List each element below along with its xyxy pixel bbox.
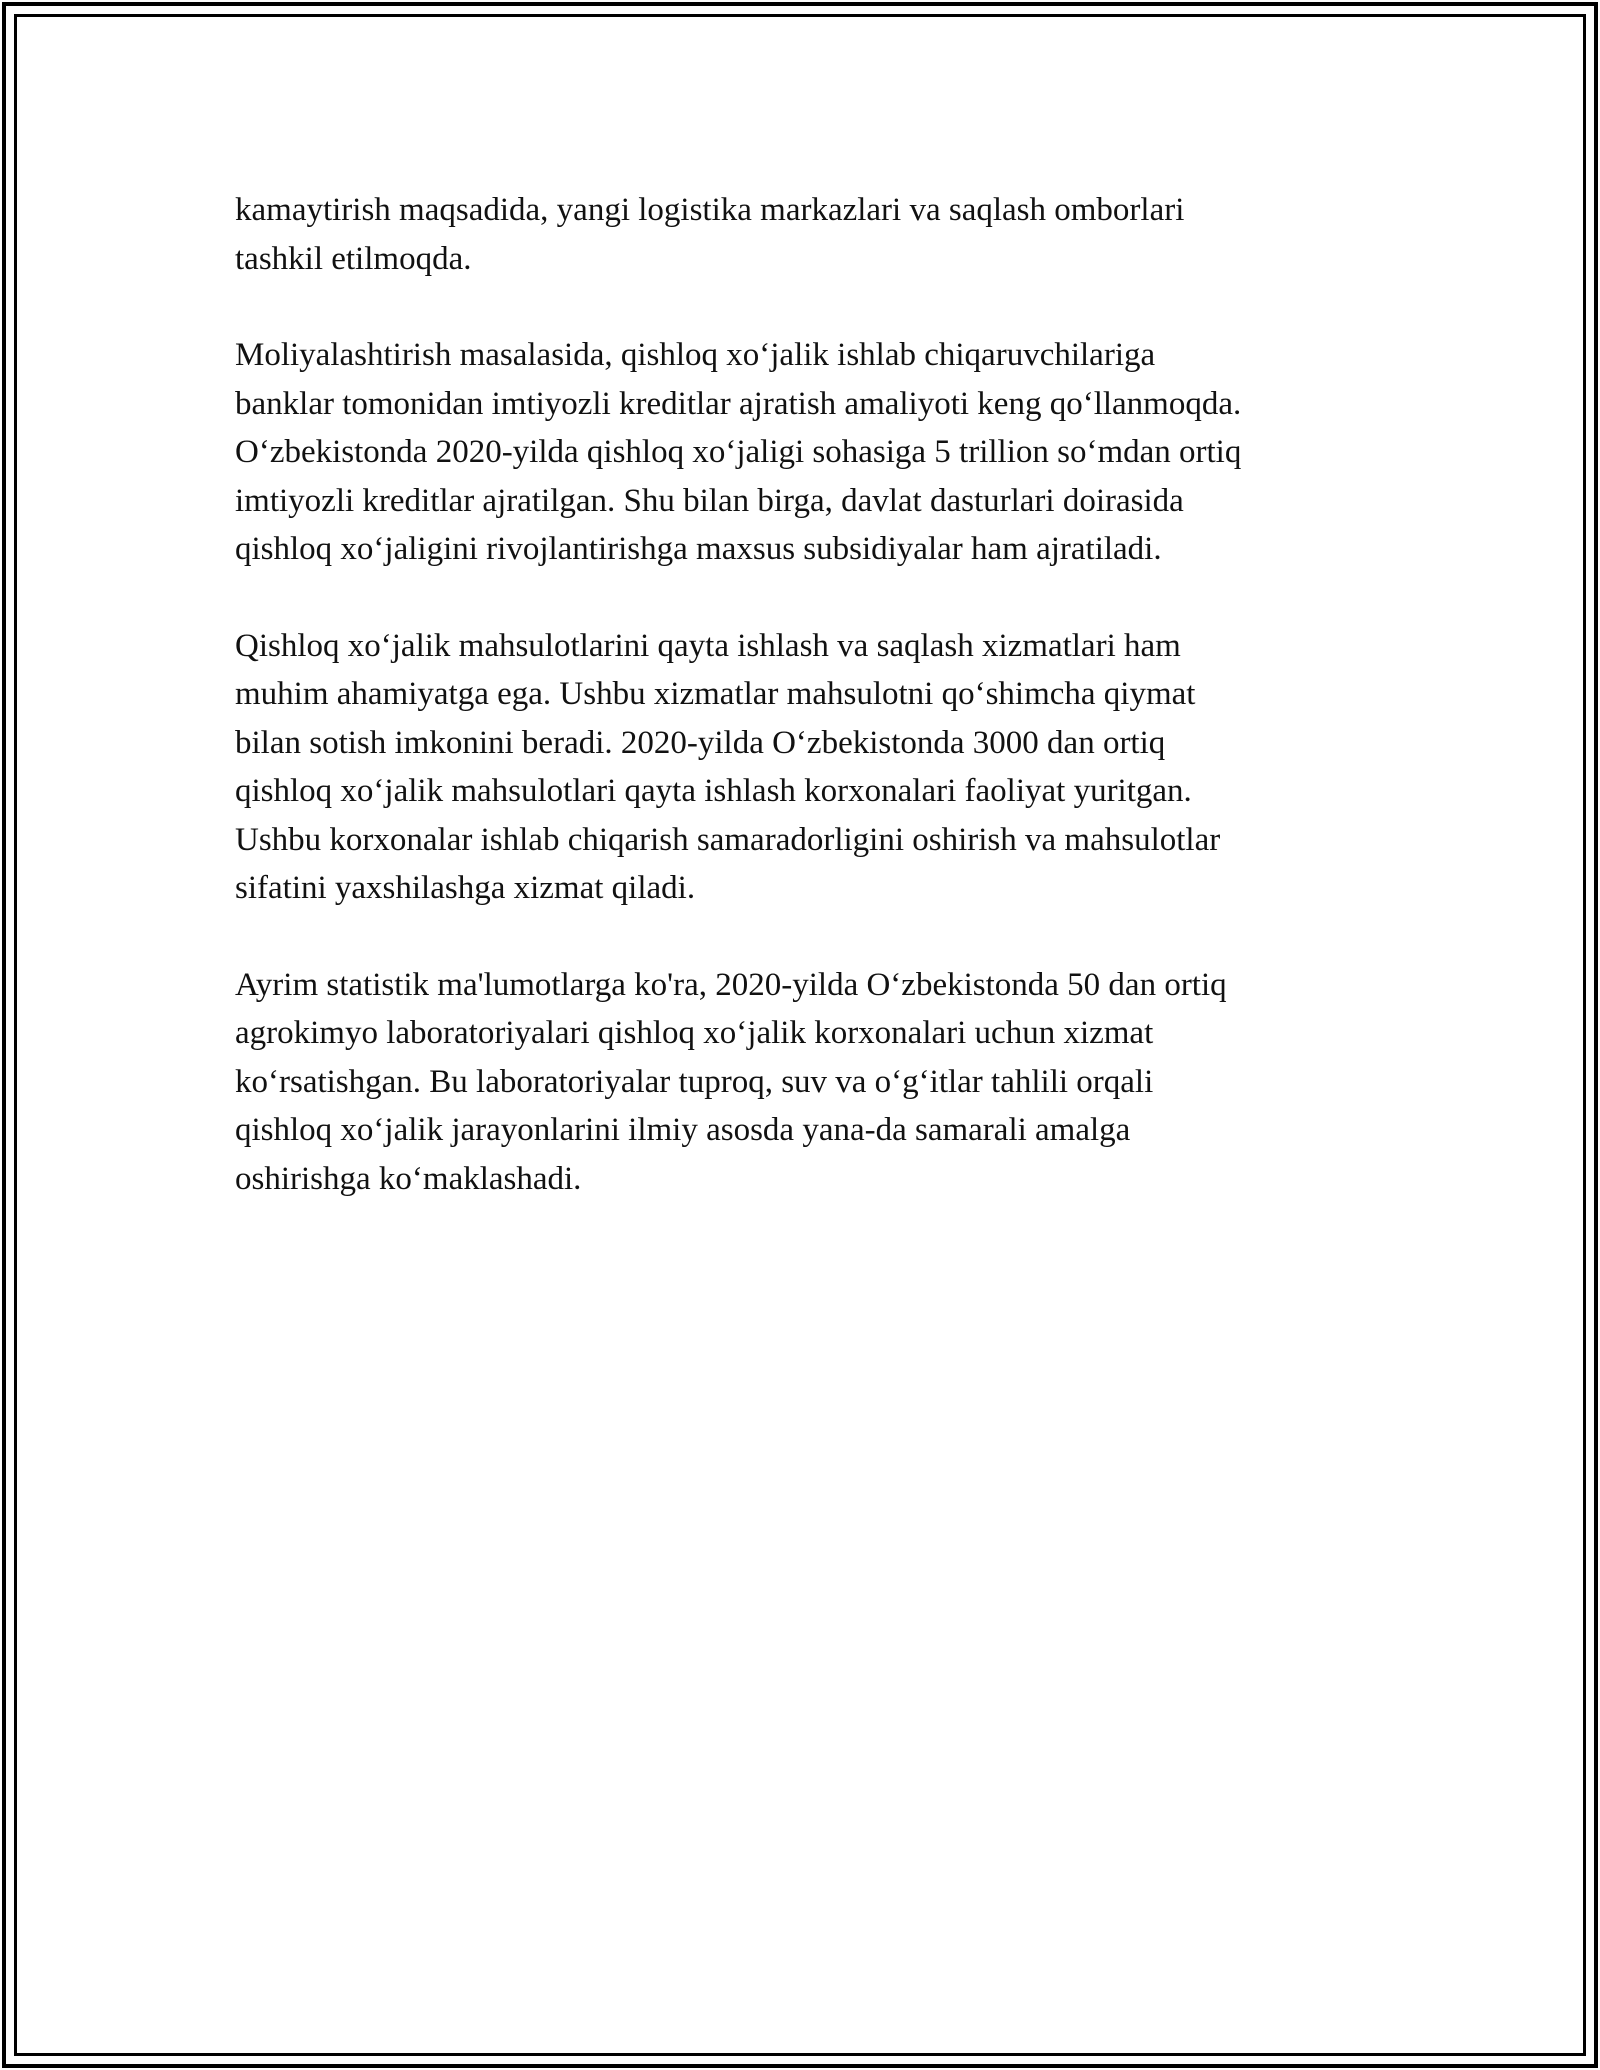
text-line: agrokimyo laboratoriyalari qishloq xo‘jalik korxonalari uchun xizmat xyxy=(235,1015,1154,1051)
text-line: tashkil etilmoqda. xyxy=(235,240,472,277)
text-line: Ushbu korxonalar ishlab chiqarish samaradorligini oshirish va mahsulotlar xyxy=(235,821,1221,858)
text-line: qishloq xo‘jalik jarayonlarini ilmiy asosda yana-da samarali amalga xyxy=(235,1112,1131,1148)
paragraph-processing xyxy=(235,622,1365,913)
text-line: qishloq xo‘jaligini rivojlantirishga maxsus subsidiyalar ham ajratiladi. xyxy=(235,531,1162,567)
text-line: muhim ahamiyatga ega. Ushbu xizmatlar mahsulotni qo‘shimcha qiymat xyxy=(235,676,1196,712)
text-line: bilan sotish imkonini beradi. 2020-yilda O‘zbekistonda 3000 dan ortiq xyxy=(235,724,1166,761)
paragraph-logistics xyxy=(235,186,1365,283)
text-line: Ayrim statistik ma'lumotlarga ko'ra, 2020-yilda O‘zbekistonda 50 dan ortiq xyxy=(235,966,1227,1003)
paragraph-financing xyxy=(235,331,1365,574)
text-line: qishloq xo‘jalik mahsulotlari qayta ishlash korxonalari faoliyat yuritgan. xyxy=(235,773,1192,809)
text-line: Qishloq xo‘jalik mahsulotlarini qayta ishlash va saqlash xizmatlari ham xyxy=(235,627,1181,664)
document-body xyxy=(235,186,1365,1251)
text-line: Moliyalashtirish masalasida, qishloq xo‘jalik ishlab chiqaruvchilariga xyxy=(235,337,1156,373)
text-line: oshirishga ko‘maklashadi. xyxy=(235,1160,582,1197)
text-line: banklar tomonidan imtiyozli kreditlar ajratish amaliyoti keng qo‘llanmoqda. xyxy=(235,385,1242,422)
paragraph-laboratories xyxy=(235,961,1365,1204)
text-line: ko‘rsatishgan. Bu laboratoriyalar tuproq, suv va o‘g‘itlar tahlili orqali xyxy=(235,1063,1154,1100)
text-line: kamaytirish maqsadida, yangi logistika markazlari va saqlash omborlari xyxy=(235,192,1185,228)
text-line: O‘zbekistonda 2020-yilda qishloq xo‘jaligi sohasiga 5 trillion so‘mdan ortiq xyxy=(235,434,1242,470)
text-line: sifatini yaxshilashga xizmat qiladi. xyxy=(235,870,696,906)
text-line: imtiyozli kreditlar ajratilgan. Shu bilan birga, davlat dasturlari doirasida xyxy=(235,482,1184,519)
